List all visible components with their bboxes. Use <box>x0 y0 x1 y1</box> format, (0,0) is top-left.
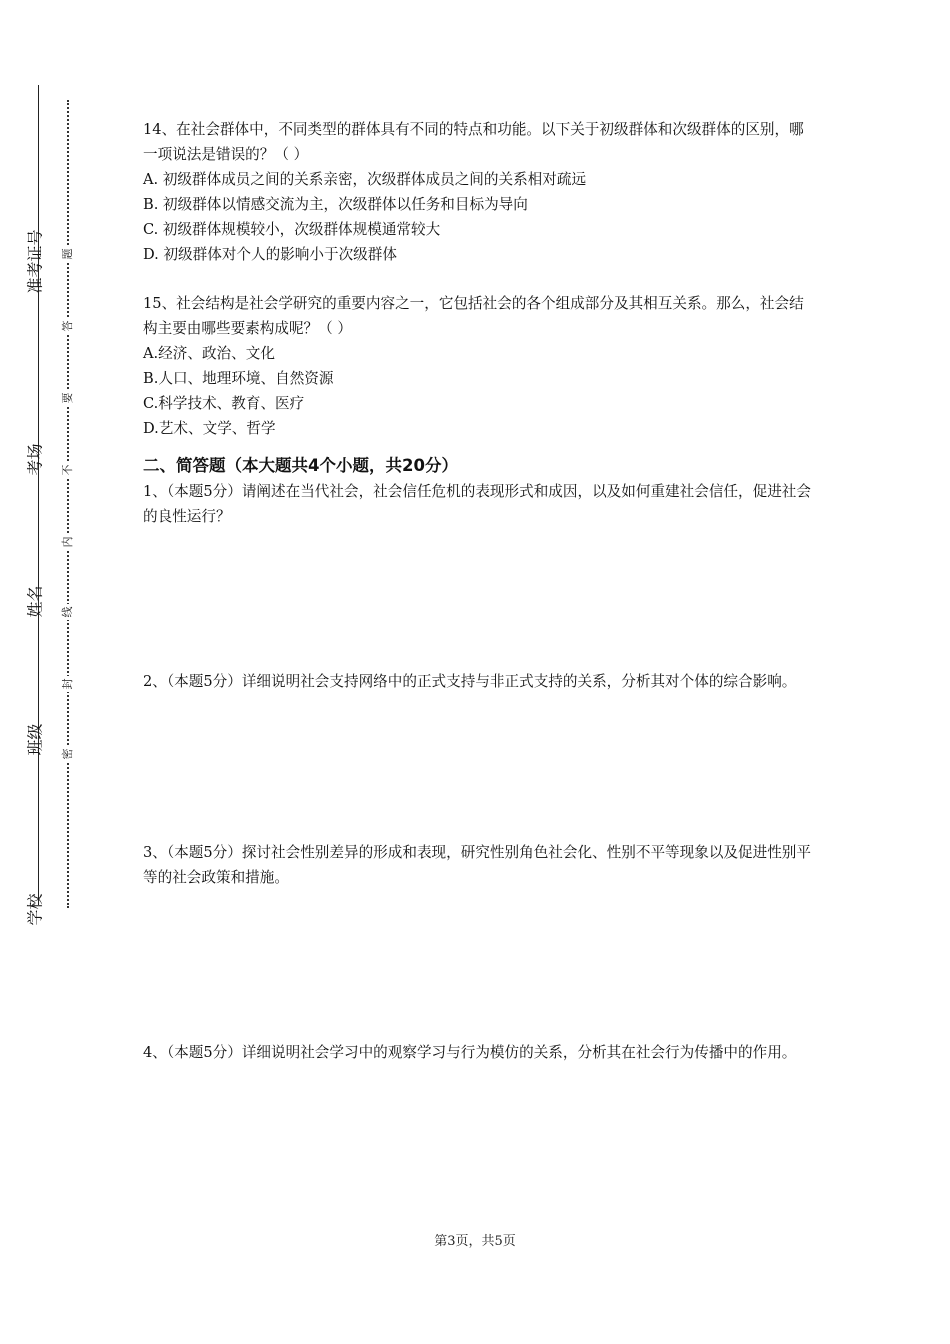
question-15 <box>143 291 813 441</box>
question-stem: 14、在社会群体中，不同类型的群体具有不同的特点和功能。以下关于初级群体和次级群体的区别，哪一项说法是错误的？（ ） <box>143 121 804 163</box>
option-b[interactable]: B. 初级群体以情感交流为主，次级群体以任务和目标为导向 <box>143 196 528 213</box>
side-field-school[interactable] <box>14 893 54 926</box>
seal-char: 线 <box>60 604 76 620</box>
side-label-name: 姓名 <box>25 585 45 618</box>
side-label-class: 班级 <box>25 723 45 756</box>
short-answer-1: 1、（本题5分）请阐述在当代社会，社会信任危机的表现形式和成因，以及如何重建社会信任，促进社会的良性运行？ <box>143 483 811 525</box>
seal-char: 密 <box>60 746 76 762</box>
side-field-exam-number[interactable] <box>14 229 54 294</box>
side-label-school: 学校 <box>25 893 45 926</box>
option-b[interactable]: B.人口、地理环境、自然资源 <box>143 370 334 387</box>
short-answer-3: 3、（本题5分）探讨社会性别差异的形成和表现，研究性别角色社会化、性别不平等现象以及促进性别平等的社会政策和措施。 <box>143 844 811 886</box>
seal-char: 封 <box>60 676 76 692</box>
side-field-name[interactable] <box>14 585 54 618</box>
side-field-class[interactable] <box>14 723 54 756</box>
page-number: 第3页，共5页 <box>434 1234 516 1249</box>
option-a[interactable]: A. 初级群体成员之间的关系亲密，次级群体成员之间的关系相对疏远 <box>143 171 587 188</box>
exam-content <box>143 117 813 1065</box>
seal-char: 内 <box>60 534 76 550</box>
binding-dotted-line <box>67 100 69 908</box>
side-field-exam-room[interactable] <box>14 443 54 476</box>
option-c[interactable]: C. 初级群体规模较小，次级群体规模通常较大 <box>143 221 441 238</box>
option-c[interactable]: C.科学技术、教育、医疗 <box>143 395 305 412</box>
side-label-exam-room: 考场 <box>25 443 45 476</box>
option-a[interactable]: A.经济、政治、文化 <box>143 345 275 362</box>
short-answer-2: 2、（本题5分）详细说明社会支持网络中的正式支持与非正式支持的关系，分析其对个体的综合影响。 <box>143 673 797 690</box>
seal-char: 不 <box>60 462 76 478</box>
seal-char: 答 <box>60 318 76 334</box>
seal-char: 题 <box>60 246 76 262</box>
side-label-exam-number: 准考证号 <box>25 229 45 294</box>
short-answer-4: 4、（本题5分）详细说明社会学习中的观察学习与行为模仿的关系，分析其在社会行为传播中的作用。 <box>143 1044 797 1061</box>
seal-char: 要 <box>60 390 76 406</box>
binding-solid-line <box>38 85 39 905</box>
option-d[interactable]: D. 初级群体对个人的影响小于次级群体 <box>143 246 397 263</box>
section-title: 二、简答题（本大题共4个小题，共20分） <box>143 456 458 475</box>
question-stem: 15、社会结构是社会学研究的重要内容之一，它包括社会的各个组成部分及其相互关系。那么，社会结构主要由哪些要素构成呢？（ ） <box>143 295 804 337</box>
question-14 <box>143 117 813 267</box>
option-d[interactable]: D.艺术、文学、哲学 <box>143 420 276 437</box>
